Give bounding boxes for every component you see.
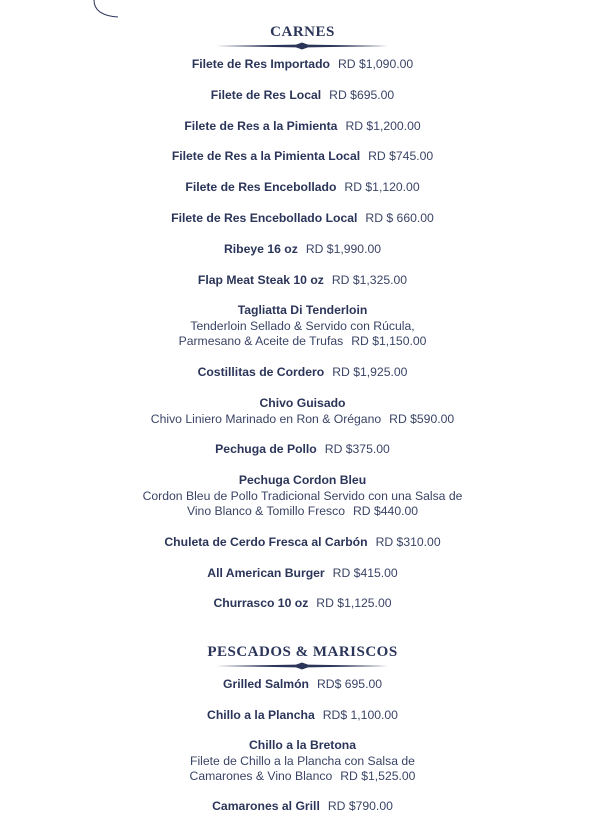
item-price: RD $1,525.00 (340, 769, 416, 783)
item-name: Camarones al Grill (212, 799, 320, 813)
item-name: Ribeye 16 oz (223, 242, 298, 256)
section-title-pescados-mariscos: PESCADOS & MARISCOS (207, 644, 398, 660)
item-price: RD $1,925.00 (332, 365, 408, 379)
item-name: Tagliatta Di Tenderloin (237, 303, 368, 317)
item-name: Chuleta de Cerdo Fresca al Carbón (164, 535, 368, 549)
menu-item (0, 596, 605, 612)
item-name: Filete de Res Importado (191, 57, 330, 71)
menu-item (0, 535, 605, 551)
item-description: Filete de Chillo a la Plancha con Salsa de (190, 753, 415, 768)
menu-item (0, 57, 605, 73)
item-price: RD $1,200.00 (345, 119, 421, 133)
item-price: RD $375.00 (324, 442, 390, 456)
item-description: Tenderloin Sellado & Servido con Rúcula, (190, 318, 415, 333)
menu-item (0, 473, 605, 520)
item-name: Grilled Salmón (222, 677, 309, 691)
item-price: RD $590.00 (389, 411, 455, 426)
item-price: RD $745.00 (368, 149, 434, 163)
menu-item (0, 365, 605, 381)
item-name: Filete de Res a la Pimienta Local (171, 149, 361, 163)
menu-item (0, 396, 605, 427)
item-price: RD $310.00 (375, 535, 441, 549)
menu-item (0, 303, 605, 350)
corner-decoration (0, 0, 130, 24)
item-description: Vino Blanco & Tomillo Fresco (186, 504, 345, 518)
menu-item (0, 708, 605, 724)
item-name: Filete de Res a la Pimienta (184, 119, 338, 133)
item-description: Chivo Liniero Marinado en Ron & Orégano (150, 411, 382, 426)
section-divider (212, 42, 392, 50)
menu-item (0, 273, 605, 289)
item-description: Cordon Bleu de Pollo Tradicional Servido con una Salsa de (142, 488, 463, 503)
item-price: RD $790.00 (327, 799, 393, 813)
item-price: RD $415.00 (332, 566, 398, 580)
item-name: Filete de Res Encebollado Local (171, 211, 358, 225)
menu-item (0, 242, 605, 258)
item-name: All American Burger (207, 566, 325, 580)
menu-item (0, 211, 605, 227)
item-name: Chillo a la Plancha (207, 708, 315, 722)
menu-item (0, 88, 605, 104)
item-name: Chillo a la Bretona (249, 738, 356, 752)
item-name: Chivo Guisado (259, 396, 346, 410)
item-price: RD$ 1,100.00 (322, 708, 398, 722)
item-name: Filete de Res Local (210, 88, 322, 102)
item-name: Pechuga Cordon Bleu (238, 473, 367, 487)
item-price: RD $1,120.00 (344, 180, 420, 194)
menu-item (0, 180, 605, 196)
item-name: Pechuga de Pollo (215, 442, 317, 456)
item-price: RD $695.00 (329, 88, 395, 102)
menu-item (0, 677, 605, 693)
menu-item (0, 119, 605, 135)
item-price: RD $1,125.00 (316, 596, 392, 610)
section-title-carnes: CARNES (270, 24, 335, 40)
item-price: RD $ 660.00 (365, 211, 434, 225)
section-divider (212, 662, 392, 670)
item-name: Flap Meat Steak 10 oz (197, 273, 324, 287)
menu-item (0, 442, 605, 458)
menu-item (0, 799, 605, 815)
item-price: RD $1,150.00 (351, 334, 427, 348)
item-name: Filete de Res Encebollado (185, 180, 337, 194)
item-price: RD $1,090.00 (337, 57, 414, 71)
item-price: RD $440.00 (353, 504, 419, 518)
item-name: Churrasco 10 oz (213, 596, 309, 610)
menu-item (0, 738, 605, 785)
menu-item (0, 566, 605, 582)
item-name: Costillitas de Cordero (197, 365, 325, 379)
item-description: Camarones & Vino Blanco (189, 769, 333, 783)
item-price: RD $1,325.00 (331, 273, 408, 287)
item-price: RD$ 695.00 (316, 677, 383, 691)
item-price: RD $1,990.00 (305, 242, 382, 256)
menu-item (0, 149, 605, 165)
item-description: Parmesano & Aceite de Trufas (178, 334, 344, 348)
